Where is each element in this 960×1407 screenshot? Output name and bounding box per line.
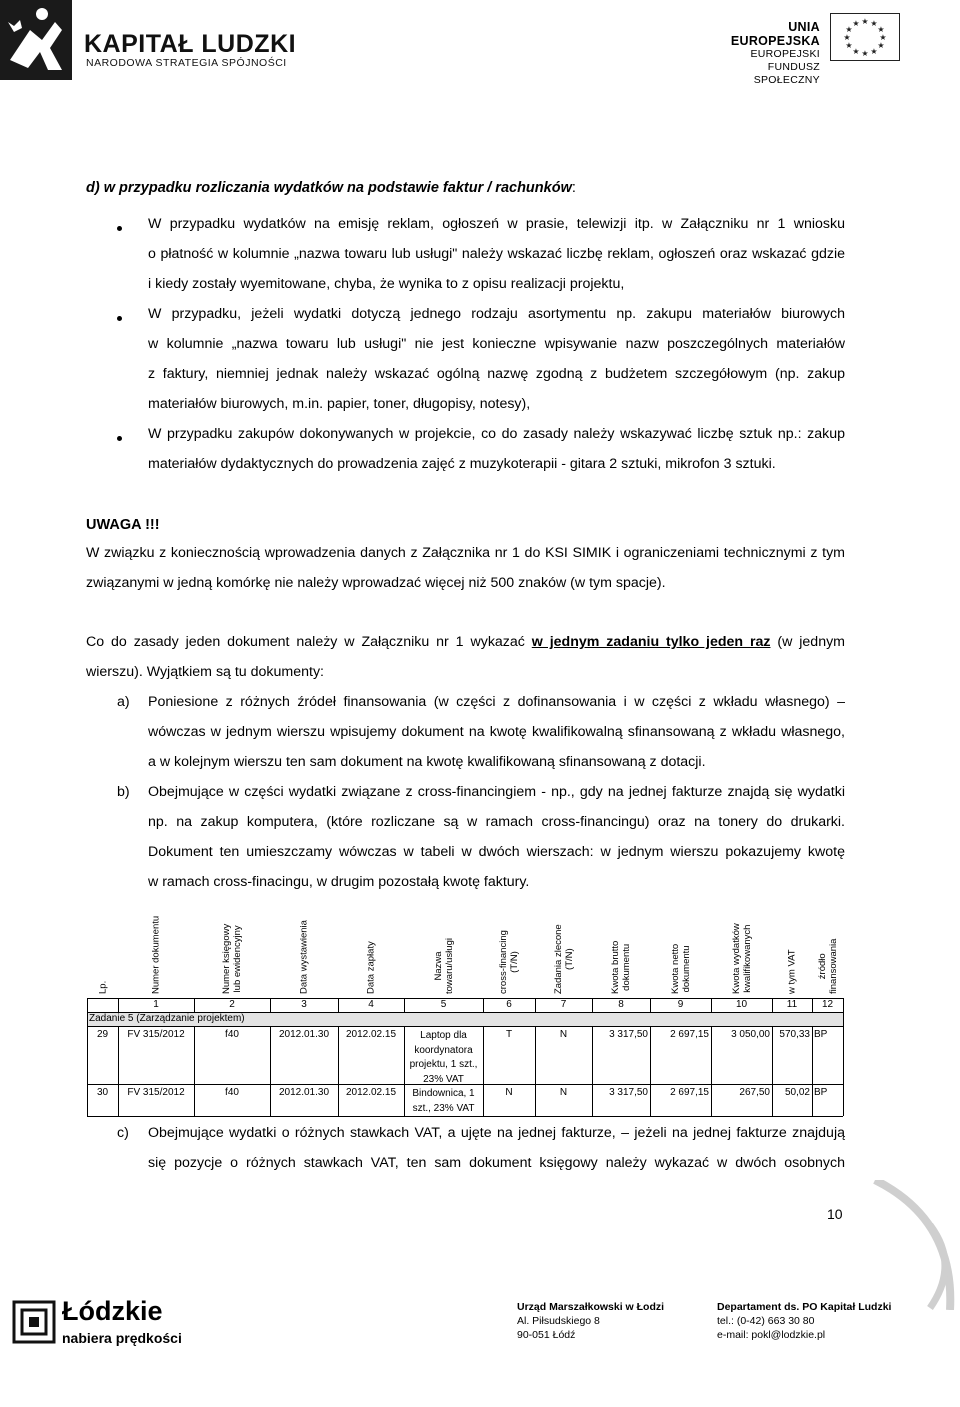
svg-text:★: ★ <box>877 41 885 50</box>
b2-l1: W przypadku, jeżeli wydatki dotyczą jednego rodzaju asortymentu np. zakupu materiałów biurowych <box>148 306 845 322</box>
b2-l2: w kolumnie „nazwa towaru lub usługi" nie jest konieczne wpisywanie nazw poszczególnych materiałów <box>148 336 845 352</box>
col-number: 1 <box>153 999 159 1010</box>
table-header-text: Zadania zlecone (T/N) <box>552 924 575 994</box>
col-number: 12 <box>821 999 834 1010</box>
c-l1: Obejmujące wydatki o różnych stawkach VAT, a ujęte na jednej fakturze, – jeżeli na jednej fakturze znajdują <box>148 1125 845 1141</box>
marker-b: b) <box>117 784 130 800</box>
row2-col6: Bindownica, 1 szt., 23% VAT <box>412 1088 475 1114</box>
svg-text:★: ★ <box>870 47 878 56</box>
row1-col10: 2 697,15 <box>670 1029 709 1040</box>
ue-title: UNIA EUROPEJSKA <box>730 20 820 48</box>
col-number: 4 <box>368 999 374 1010</box>
table-header-text: Data zapłaty <box>365 941 377 994</box>
bullet <box>117 436 122 441</box>
dept-contact <box>717 1300 891 1342</box>
row2-col7: N <box>505 1087 513 1098</box>
table-vline <box>535 1026 536 1116</box>
task-row: Zadanie 5 (Zarządzanie projektem) <box>89 1013 245 1024</box>
lodzkie-title: Łódzkie <box>62 1296 163 1326</box>
row1-col1: 29 <box>96 1029 109 1040</box>
svg-text:★: ★ <box>852 47 860 56</box>
section-d-title: d) w przypadku rozliczania wydatków na podstawie faktur / rachunków: <box>86 180 576 196</box>
col-number: 8 <box>618 999 624 1010</box>
office-contact <box>517 1300 664 1342</box>
table-vline <box>483 1026 484 1116</box>
col-number: 10 <box>735 999 748 1010</box>
c-l2: się pozycje o różnych stawkach VAT, ten sam dokument księgowy należy wykazać w dwóch osobnych <box>148 1155 845 1171</box>
svg-text:★: ★ <box>877 25 885 34</box>
b3-l2: materiałów dydaktycznych do prowadzenia zajęć z muzykoterapii - gitara 2 sztuki, mikrofon 3 sztuki. <box>148 456 776 472</box>
row1-col5: 2012.02.15 <box>345 1029 397 1040</box>
a-l1: Poniesione z różnych źródeł finansowania (w części z dofinansowania i w części z wkładu własnego) – <box>148 694 845 710</box>
row1-col8: N <box>559 1029 568 1040</box>
table-header-text: Kwota netto dokumentu <box>669 943 692 994</box>
lodzkie-subtitle: nabiera prędkości <box>62 1330 182 1346</box>
b-l3: Dokument ten umieszczamy wówczas w tabeli w dwóch wierszach: w jednym wierszu pokazujemy kwotę <box>148 844 845 860</box>
row2-col3: f40 <box>225 1087 239 1098</box>
b-l2: np. na zakup komputera, (które rozliczane są w ramach cross-financingu) oraz na tonery do drukarki. <box>148 814 845 830</box>
table-hline <box>87 1116 843 1117</box>
col-number: 2 <box>229 999 235 1010</box>
svg-text:★: ★ <box>845 25 853 34</box>
col-number: 5 <box>440 999 447 1010</box>
table-header-text: Data wystawienia <box>298 920 310 994</box>
table-header-text: źródło finansowania <box>816 938 839 994</box>
ue-logo-text <box>710 20 820 87</box>
table-header-text: Numer księgowy lub ewidencyjny <box>221 923 243 994</box>
table-vline <box>338 1026 339 1116</box>
ue-line1: EUROPEJSKI <box>750 48 820 60</box>
table-header-text: Nazwa towaru/usługi <box>432 938 455 994</box>
b1-l1: W przypadku wydatków na emisję reklam, ogłoszeń w prasie, telewizji itp. w Załączniku nr 1 wniosku <box>148 216 845 232</box>
table-vline <box>404 1026 405 1116</box>
row1-col9: 3 317,50 <box>609 1029 648 1040</box>
decorative-arc-icon <box>870 1180 960 1310</box>
uwaga-title: UWAGA !!! <box>86 517 160 533</box>
svg-text:★: ★ <box>861 49 869 58</box>
row1-col12: 570,33 <box>779 1029 810 1040</box>
table-vline <box>772 1026 773 1116</box>
svg-text:★: ★ <box>852 19 860 28</box>
svg-text:★: ★ <box>845 41 853 50</box>
row2-col10: 2 697,15 <box>670 1087 709 1098</box>
a-l2: wówczas w jednym wierszu wpisujemy dokument na kwotę kwalifikowalną sfinansowaną z wkładu własnego, <box>148 724 845 740</box>
kl-title: KAPITAŁ LUDZKI <box>84 30 297 58</box>
table-vline <box>711 1026 712 1116</box>
office-addr2: 90-051 Łódź <box>517 1329 576 1341</box>
col-number: 3 <box>301 999 307 1010</box>
b1-l2: o płatność w kolumnie „nazwa towaru lub usługi" należy wskazać liczbę reklam, ogłoszeń oraz wskazać gdzie <box>148 246 845 262</box>
row1-col3: f40 <box>225 1029 239 1040</box>
row1-col2: FV 315/2012 <box>127 1029 185 1040</box>
lodzkie-logo-icon <box>12 1300 56 1344</box>
marker-c: c) <box>117 1125 129 1141</box>
table-hline <box>87 1026 843 1027</box>
row2-col13: BP <box>814 1087 828 1098</box>
row2-col8: N <box>559 1087 568 1098</box>
table-vline <box>270 1026 271 1116</box>
bullet <box>117 316 122 321</box>
uwaga-p1-l2: związanymi w jedną komórkę nie należy wprowadzać więcej niż 500 znaków (w tym spacje). <box>86 575 666 591</box>
dept-email: e-mail: pokl@lodzkie.pl <box>717 1329 826 1341</box>
table-header-text: w tym VAT <box>786 949 798 994</box>
office-name: Urząd Marszałkowski w Łodzi <box>517 1301 665 1313</box>
row2-col5: 2012.02.15 <box>345 1087 397 1098</box>
table-vline <box>812 1026 813 1116</box>
table-header-text: Kwota brutto dokumentu <box>610 940 632 994</box>
marker-a: a) <box>117 694 130 710</box>
svg-text:★: ★ <box>870 19 878 28</box>
col-number: 11 <box>786 999 798 1010</box>
b2-l4: materiałów biurowych, m.in. papier, toner, długopisy, notesy), <box>148 396 531 412</box>
b-l4: w ramach cross-finacingu, w drugim pozostałą kwotę faktury. <box>148 874 530 890</box>
table-vline <box>118 1026 119 1116</box>
table-vline <box>592 1026 593 1116</box>
b-l1: Obejmujące w części wydatki związane z cross-financingiem - np., gdy na jednej fakturze znajdą się wydatki <box>148 784 845 800</box>
table-header-text: Lp. <box>97 980 108 994</box>
table-vline <box>194 1026 195 1116</box>
table-vline <box>843 998 844 1116</box>
b1-l3: i kiedy zostały wyemitowane, chyba, że wynika to z opisu realizacji projektu, <box>148 276 625 292</box>
row1-col4: 2012.01.30 <box>278 1029 330 1040</box>
row2-col1: 30 <box>96 1087 109 1098</box>
eu-flag-icon <box>830 13 900 61</box>
b2-l3: z faktury, niemniej jednak należy wskazać ogólną nazwę zgodną z budżetem szczegółowym (np. zakup <box>148 366 845 382</box>
svg-text:★: ★ <box>861 17 869 26</box>
dept-name: Departament ds. PO Kapitał Ludzki <box>717 1301 892 1313</box>
kl-subtitle: NARODOWA STRATEGIA SPÓJNOŚCI <box>86 57 287 69</box>
ue-line2: FUNDUSZ SPOŁECZNY <box>753 61 820 86</box>
col-number: 9 <box>677 999 684 1010</box>
page-number: 10 <box>827 1206 843 1222</box>
row2-col2: FV 315/2012 <box>127 1087 185 1098</box>
row1-col6: Laptop dla koordynatora projektu, 1 szt., 23% VAT <box>409 1030 478 1085</box>
b3-l1: W przypadku zakupów dokonywanych w projekcie, co do zasady należy wskazywać liczbę sztuk np.: zakup <box>148 426 845 442</box>
row2-col12: 50,02 <box>784 1087 810 1098</box>
table-header-text: cross-financing (T/N) <box>498 930 520 994</box>
svg-text:★: ★ <box>843 33 851 42</box>
svg-text:★: ★ <box>879 33 887 42</box>
dept-tel: tel.: (0-42) 663 30 80 <box>717 1315 815 1327</box>
a-l3: a w kolejnym wierszu ten sam dokument na kwotę kwalifikowaną sfinansowaną z dotacji. <box>148 754 706 770</box>
row1-col7: T <box>505 1029 513 1040</box>
uwaga-p2-l1: Co do zasady jeden dokument należy w Załączniku nr 1 wykazać w jednym zadaniu tylko jeden raz (w jednym <box>86 634 845 650</box>
col-number: 6 <box>506 999 512 1010</box>
row1-col13: BP <box>814 1029 828 1040</box>
row1-col11: 3 050,00 <box>731 1029 770 1040</box>
col-number: 7 <box>560 999 567 1010</box>
table-header-text: Numer dokumentu <box>150 915 162 994</box>
table-header-text: Kwota wydatków kwalifikowanych <box>730 923 753 994</box>
table-vline <box>650 1026 651 1116</box>
row2-col9: 3 317,50 <box>609 1087 648 1098</box>
bullet <box>117 226 122 231</box>
office-addr1: Al. Piłsudskiego 8 <box>517 1315 600 1327</box>
table-vline <box>87 998 88 1116</box>
row2-col11: 267,50 <box>739 1087 770 1098</box>
uwaga-p2-l2: wierszu). Wyjątkiem są tu dokumenty: <box>86 664 324 680</box>
uwaga-p1-l1: W związku z koniecznością wprowadzenia danych z Załącznika nr 1 do KSI SIMIK i ograniczeniami technicznymi z tym <box>86 545 845 561</box>
row2-col4: 2012.01.30 <box>278 1087 330 1098</box>
